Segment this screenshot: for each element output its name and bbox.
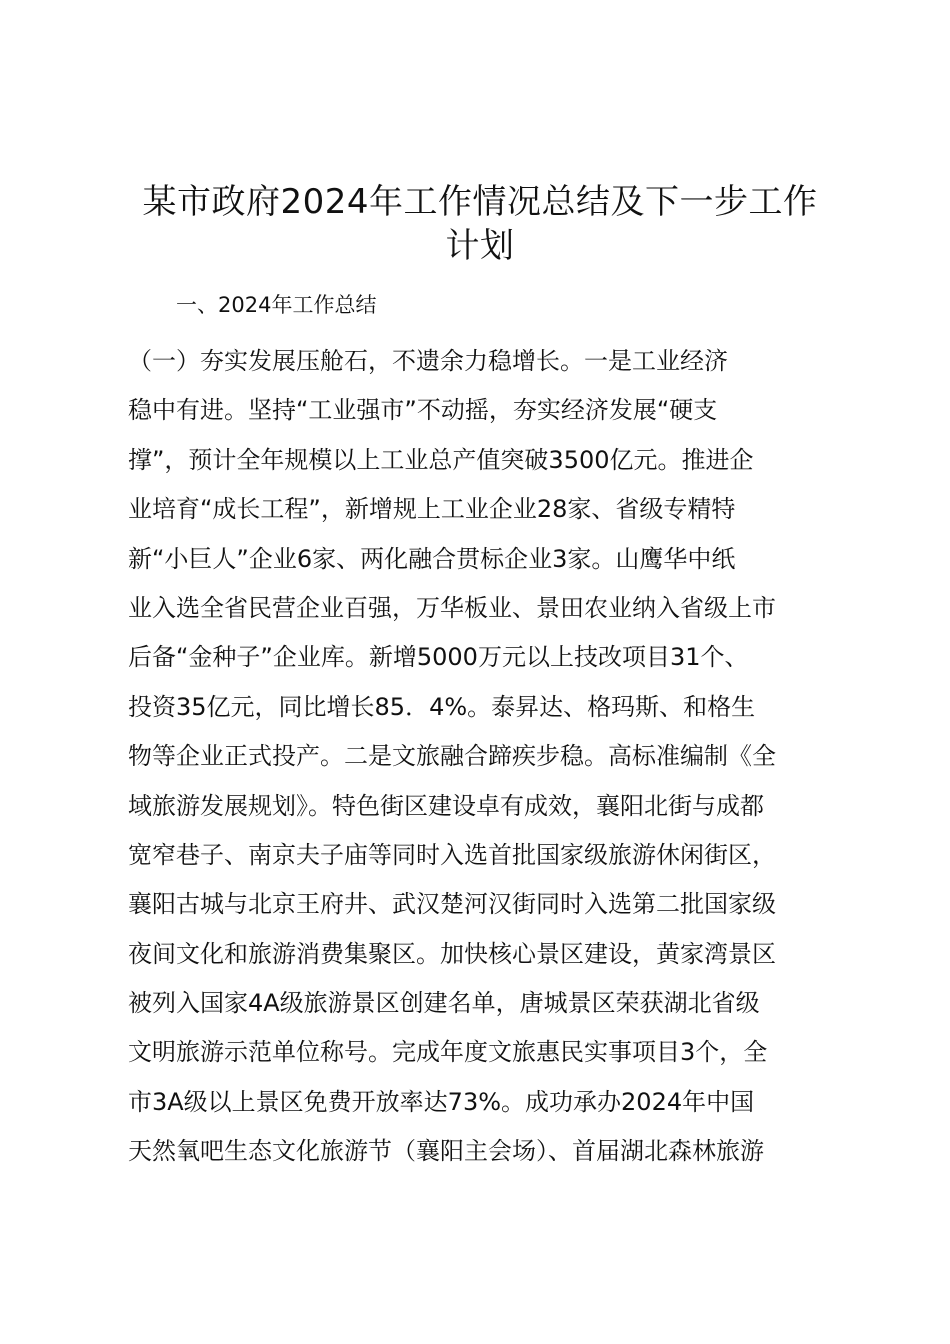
body-line: 撑”，预计全年规模以上工业总产值突破3500亿元。推进企 [128, 445, 754, 474]
body-paragraph [128, 337, 833, 1177]
section-heading: 一、2024年工作总结 [176, 293, 377, 317]
body-line: 文明旅游示范单位称号。完成年度文旅惠民实事项目3个，全 [128, 1038, 768, 1067]
body-line: 后备“金种子”企业库。新增5000万元以上技改项目31个、 [128, 643, 749, 672]
body-line: 新“小巨人”企业6家、两化融合贯标企业3家。山鹰华中纸 [128, 544, 736, 573]
body-line: 业培育“成长工程”，新增规上工业企业28家、省级专精特 [128, 495, 736, 524]
body-line: 业入选全省民营企业百强，万华板业、景田农业纳入省级上市 [128, 593, 776, 622]
body-line: 襄阳古城与北京王府井、武汉楚河汉街同时入选第二批国家级 [128, 890, 776, 919]
body-line: 物等企业正式投产。二是文旅融合蹄疾步稳。高标准编制《全 [128, 742, 776, 771]
body-line: 宽窄巷子、南京夫子庙等同时入选首批国家级旅游休闲街区， [128, 840, 776, 869]
body-line: 市3A级以上景区免费开放率达73%。成功承办2024年中国 [128, 1087, 755, 1116]
body-line: 被列入国家4A级旅游景区创建名单，唐城景区荣获湖北省级 [128, 989, 760, 1018]
document-title [118, 180, 842, 268]
body-line: 稳中有进。坚持“工业强市”不动摇，夯实经济发展“硬支 [128, 396, 718, 425]
body-line: 夜间文化和旅游消费集聚区。加快核心景区建设，黄家湾景区 [128, 939, 776, 968]
body-line: （一）夯实发展压舱石，不遗余力稳增长。一是工业经济 [128, 347, 728, 375]
body-line: 天然氧吧生态文化旅游节（襄阳主会场）、首届湖北森林旅游 [128, 1137, 764, 1166]
body-line: 投资35亿元，同比增长85．4%。泰昇达、格玛斯、和格生 [128, 692, 756, 721]
body-line: 域旅游发展规划》。特色街区建设卓有成效，襄阳北街与成都 [128, 791, 764, 820]
title-line: 某市政府2024年工作情况总结及下一步工作 [142, 182, 818, 222]
title-line: 计划 [445, 226, 515, 266]
